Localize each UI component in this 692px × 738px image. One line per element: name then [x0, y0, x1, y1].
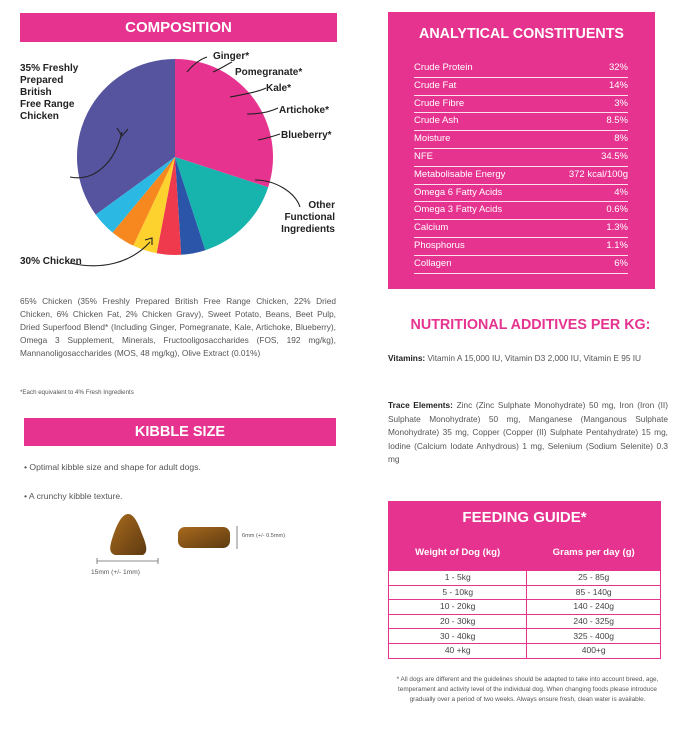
vitamins-label: Vitamins:	[388, 353, 426, 363]
feeding-grams: 400+g	[527, 643, 661, 658]
feeding-weight: 40 +kg	[389, 643, 527, 658]
analytical-name: Omega 6 Fatty Acids	[414, 186, 503, 198]
kibble-side	[178, 527, 230, 548]
analytical-value: 372 kcal/100g	[568, 168, 628, 180]
label-pomegranate: Pomegranate*	[235, 67, 303, 78]
feeding-weight: 30 - 40kg	[389, 629, 527, 644]
feeding-grams: 85 - 140g	[527, 585, 661, 600]
vitamins-paragraph	[388, 352, 668, 366]
label-fresh-chicken-line: Prepared	[20, 75, 64, 86]
analytical-name: Collagen	[414, 257, 452, 269]
analytical-row	[414, 131, 628, 149]
feeding-weight: 20 - 30kg	[389, 614, 527, 629]
trace-elements-text: Zinc (Zinc Sulphate Monohydrate) 50 mg, Iron (Iron (II) Sulphate Monohydrate) 50 mg, Manganese (Manganous Sulphate Monohydrate) 35 mg, Copper (Copper (II) Sulphate Pentahydrate) 15 mg, Iodine (Calcium Iodate Anhydrous) 1 mg, Selenium (Sodium Selenite) 0.3 mg	[388, 400, 668, 464]
label-fresh-chicken-line: British	[20, 87, 52, 98]
kibble-triangle	[110, 514, 146, 555]
composition-title: COMPOSITION	[20, 13, 337, 42]
analytical-name: Crude Protein	[414, 62, 473, 73]
label-blueberry: Blueberry*	[281, 130, 332, 141]
analytical-name: Crude Fat	[414, 79, 457, 91]
label-fresh-chicken-line: 35% Freshly	[20, 63, 79, 74]
analytical-constituents-panel	[388, 12, 655, 289]
analytical-value: 0.6%	[606, 204, 628, 216]
composition-description: 65% Chicken (35% Freshly Prepared British Free Range Chicken, 22% Dried Chicken, 6% Chicken Fat, 2% Chicken Gravy), Sweet Potato, Beans, Beet Pulp, Dried Superfood Blend* (Including Ginger, Pomegranate, Kale, Artichoke, Blueberry), Omega 3 Supplement, Minerals, Fructooligosaccharides (FOS, 192 mg/kg), Mannanoligosaccharides (MOS, 48 mg/kg), Olive Extract (0.01%)	[20, 296, 336, 358]
label-fresh-chicken-line: Free Range	[20, 99, 75, 110]
analytical-value: 1.3%	[606, 222, 628, 234]
analytical-row	[414, 256, 628, 274]
label-ginger: Ginger*	[213, 51, 250, 62]
trace-elements-label: Trace Elements:	[388, 400, 453, 410]
composition-pie-chart	[0, 42, 345, 287]
label-other-line: Other	[308, 200, 335, 211]
analytical-name: Moisture	[414, 133, 451, 145]
analytical-name: Omega 3 Fatty Acids	[414, 204, 503, 216]
vitamins-text: Vitamin A 15,000 IU, Vitamin D3 2,000 IU, Vitamin E 95 IU	[427, 353, 642, 363]
analytical-value: 34.5%	[601, 150, 628, 162]
feeding-note: * All dogs are different and the guidelines should be adapted to take into account breed, age, temperament and activity level of the individual dog. When changing foods please introduce gradually over a period of two weeks. Always ensure fresh, clean water is available.	[396, 676, 659, 703]
analytical-value: 8.5%	[606, 115, 628, 127]
label-fresh-chicken	[20, 63, 78, 123]
analytical-title: ANALYTICAL CONSTITUENTS	[419, 26, 624, 42]
feeding-row	[389, 614, 661, 629]
label-kale: Kale*	[266, 83, 292, 94]
feeding-row	[389, 585, 661, 600]
analytical-row	[414, 113, 628, 131]
kibble-size-title: KIBBLE SIZE	[24, 418, 336, 446]
analytical-value: 32%	[608, 62, 628, 73]
label-other	[272, 200, 335, 236]
feeding-weight: 1 - 5kg	[389, 571, 527, 586]
label-other-line: Ingredients	[281, 224, 335, 235]
analytical-name: Crude Fibre	[414, 97, 465, 109]
analytical-row	[414, 185, 628, 203]
feeding-weight: 10 - 20kg	[389, 600, 527, 615]
feeding-grams: 140 - 240g	[527, 600, 661, 615]
analytical-name: Phosphorus	[414, 239, 465, 251]
arrow-pomegranate	[213, 62, 232, 72]
analytical-row	[414, 238, 628, 256]
feeding-grams: 25 - 85g	[527, 571, 661, 586]
analytical-row	[414, 167, 628, 185]
analytical-value: 8%	[614, 133, 628, 145]
analytical-name: Metabolisable Energy	[414, 168, 506, 180]
feeding-grams: 325 - 400g	[527, 629, 661, 644]
feeding-grams: 240 - 325g	[527, 614, 661, 629]
kibble-bullet: • Optimal kibble size and shape for adult dogs.	[24, 462, 201, 472]
kibble-width-label: 15mm (+/- 1mm)	[91, 569, 140, 576]
analytical-name: Crude Ash	[414, 115, 459, 127]
analytical-row	[414, 202, 628, 220]
feeding-row	[389, 643, 661, 658]
label-chicken: 30% Chicken	[20, 256, 82, 267]
feeding-row	[389, 571, 661, 586]
label-fresh-chicken-line: Chicken	[20, 111, 59, 122]
feeding-row	[389, 600, 661, 615]
analytical-value: 1.1%	[606, 239, 628, 251]
feeding-guide-table	[388, 534, 661, 659]
feeding-guide-title: FEEDING GUIDE*	[388, 501, 661, 534]
analytical-value: 14%	[608, 79, 628, 91]
analytical-row	[414, 96, 628, 114]
weight-column-header: Weight of Dog (kg)	[389, 535, 527, 571]
analytical-name: Calcium	[414, 222, 449, 234]
feeding-header-row	[389, 535, 661, 571]
analytical-value: 6%	[614, 257, 628, 269]
feeding-row	[389, 629, 661, 644]
grams-column-header: Grams per day (g)	[527, 535, 661, 571]
label-artichoke: Artichoke*	[279, 105, 330, 116]
analytical-row	[414, 220, 628, 238]
kibble-height-label: 6mm (+/- 0.5mm)	[242, 533, 286, 539]
composition-footnote: *Each equivalent to 4% Fresh Ingredients	[20, 389, 134, 396]
label-other-line: Functional	[284, 212, 335, 223]
analytical-row	[414, 149, 628, 167]
analytical-table	[414, 60, 628, 274]
feeding-weight: 5 - 10kg	[389, 585, 527, 600]
additives-title: NUTRITIONAL ADDITIVES PER KG:	[410, 317, 651, 333]
trace-elements-paragraph	[388, 399, 668, 467]
analytical-row	[414, 60, 628, 78]
analytical-value: 4%	[614, 186, 628, 198]
analytical-row	[414, 78, 628, 96]
analytical-name: NFE	[414, 150, 433, 162]
kibble-bullet: • A crunchy kibble texture.	[24, 491, 123, 501]
analytical-value: 3%	[614, 97, 628, 109]
